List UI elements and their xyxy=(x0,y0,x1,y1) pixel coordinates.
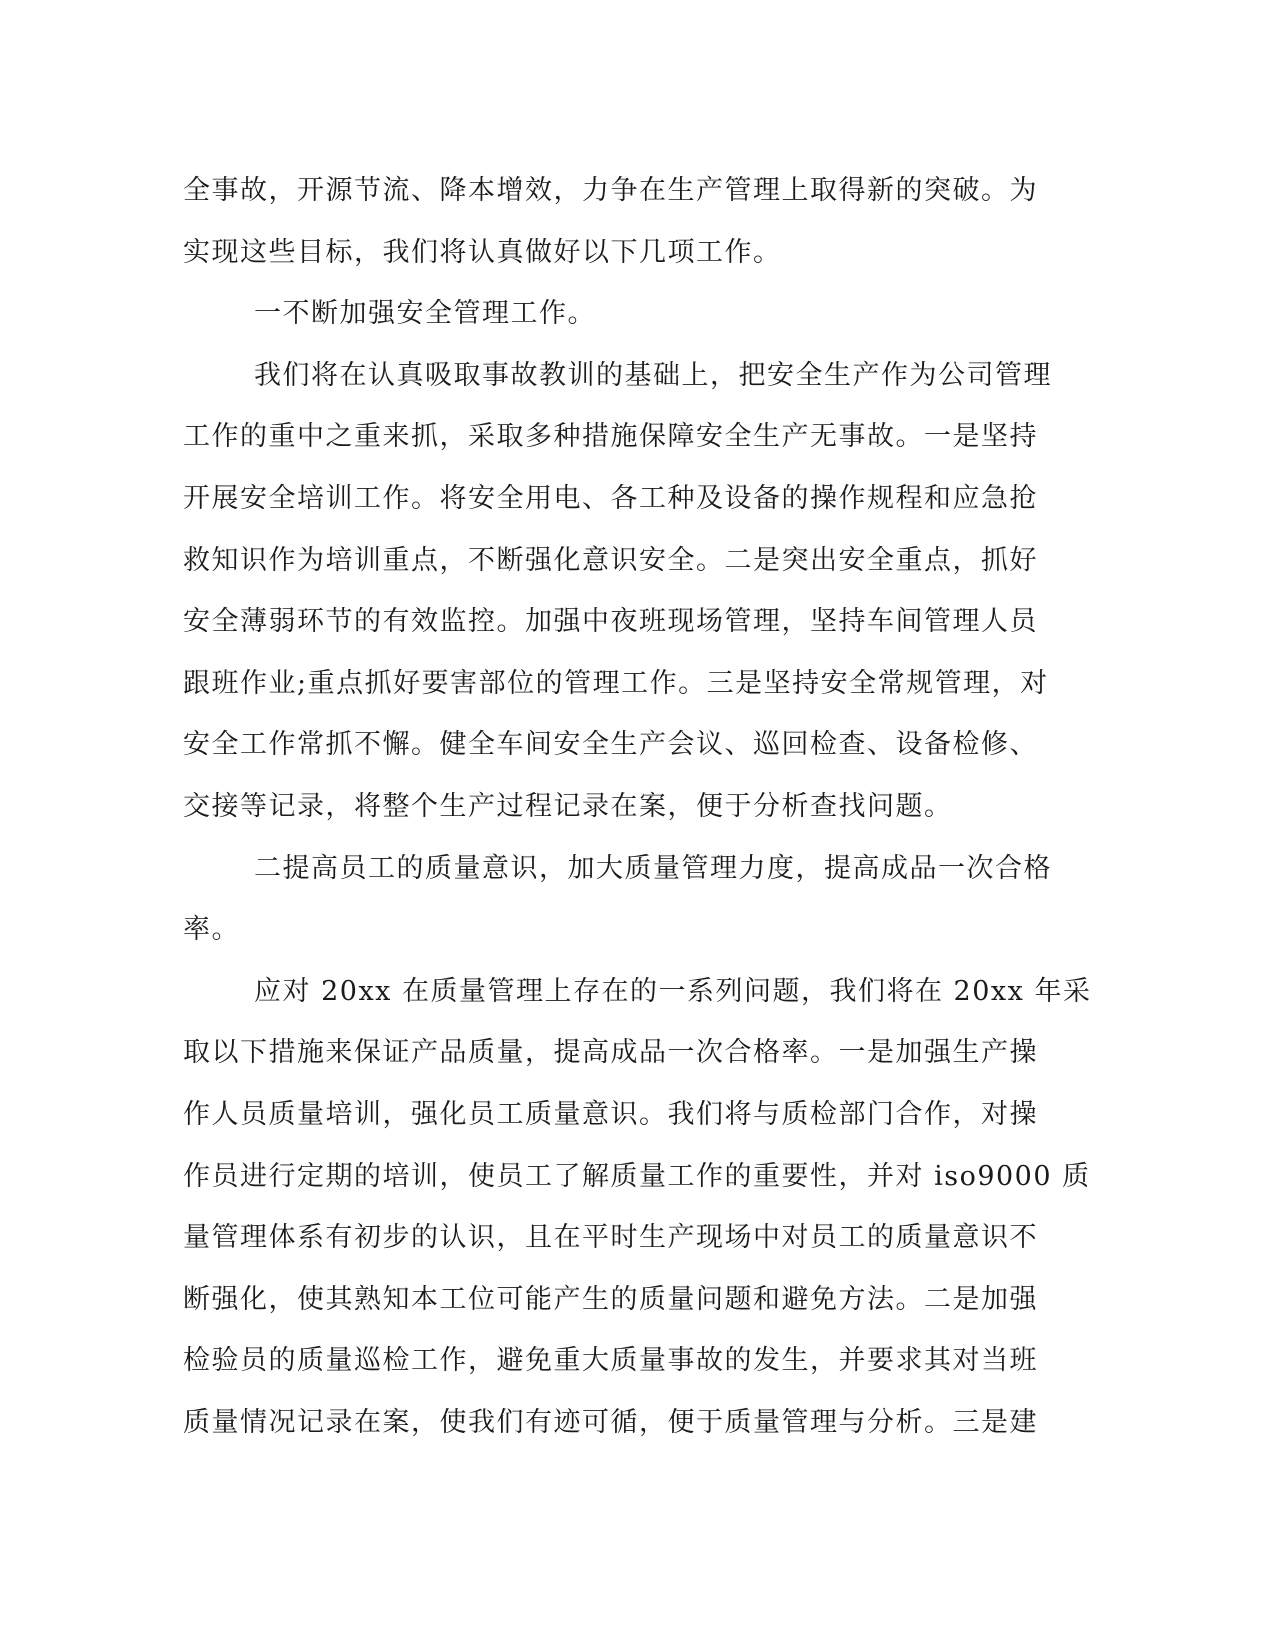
section-heading: 一不断加强安全管理工作。 xyxy=(254,298,596,330)
text-line: 检验员的质量巡检工作，避免重大质量事故的发生，并要求其对当班 xyxy=(183,1345,1038,1377)
section-heading-continued: 率。 xyxy=(183,914,240,946)
text-line: 实现这些目标，我们将认真做好以下几项工作。 xyxy=(183,236,782,268)
text-line: 量管理体系有初步的认识，且在平时生产现场中对员工的质量意识不 xyxy=(183,1222,1038,1254)
text-line: 作员进行定期的培训，使员工了解质量工作的重要性，并对 iso9000 质 xyxy=(183,1160,1091,1192)
text-line: 断强化，使其熟知本工位可能产生的质量问题和避免方法。二是加强 xyxy=(183,1283,1038,1315)
text-line: 我们将在认真吸取事故教训的基础上，把安全生产作为公司管理 xyxy=(254,359,1052,391)
text-line: 交接等记录，将整个生产过程记录在案，便于分析查找问题。 xyxy=(183,790,953,822)
document-body xyxy=(183,160,1092,1453)
text-line: 质量情况记录在案，使我们有迹可循，便于质量管理与分析。三是建 xyxy=(183,1406,1038,1438)
text-line: 全事故，开源节流、降本增效，力争在生产管理上取得新的突破。为 xyxy=(183,175,1038,206)
text-line: 工作的重中之重来抓，采取多种措施保障安全生产无事故。一是坚持 xyxy=(183,421,1038,453)
text-line: 应对 20xx 在质量管理上存在的一系列问题，我们将在 20xx 年采 xyxy=(254,975,1092,1007)
section-heading: 二提高员工的质量意识，加大质量管理力度，提高成品一次合格 xyxy=(254,852,1052,884)
text-line: 取以下措施来保证产品质量，提高成品一次合格率。一是加强生产操 xyxy=(183,1037,1038,1069)
text-line: 开展安全培训工作。将安全用电、各工种及设备的操作规程和应急抢 xyxy=(183,482,1038,514)
text-line: 安全薄弱环节的有效监控。加强中夜班现场管理，坚持车间管理人员 xyxy=(183,606,1038,638)
text-line: 救知识作为培训重点，不断强化意识安全。二是突出安全重点，抓好 xyxy=(183,544,1038,576)
text-line: 安全工作常抓不懈。健全车间安全生产会议、巡回检查、设备检修、 xyxy=(183,729,1038,761)
text-line: 跟班作业;重点抓好要害部位的管理工作。三是坚持安全常规管理，对 xyxy=(183,667,1049,699)
text-line: 作人员质量培训，强化员工质量意识。我们将与质检部门合作，对操 xyxy=(183,1098,1038,1130)
